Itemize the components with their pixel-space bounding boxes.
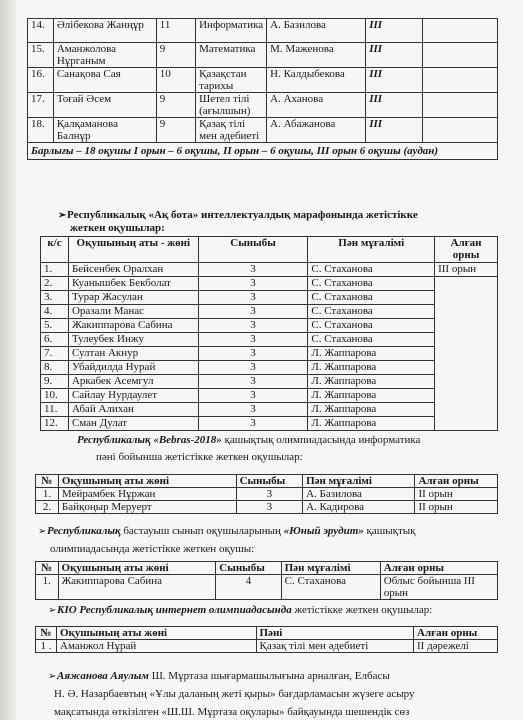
student-name: Аркабек Асемгул (68, 375, 198, 389)
col-subj: Пәні (256, 627, 414, 640)
place: III орын (435, 263, 498, 277)
row-number: 1. (41, 263, 69, 277)
section4-heading-cont: олимпиадасында жетістікке жеткен оқушы: (50, 543, 255, 555)
teacher: Л. Жаппарова (308, 417, 435, 431)
student-name: Тоғай Әсем (53, 93, 156, 118)
total-row (28, 143, 498, 160)
place: III (366, 68, 423, 93)
row-number: 7. (41, 347, 69, 361)
row-number: 11. (41, 403, 69, 417)
student-name: Оразали Манас (68, 305, 198, 319)
subject: Информатика (196, 19, 267, 43)
section5-heading: ➢КІО Республикалық интернет олимпиадасында жетістікке жеткен оқушылар: (48, 604, 433, 616)
grade: 11 (156, 19, 195, 43)
place-merged (435, 277, 498, 431)
teacher: А. Аханова (267, 93, 366, 118)
place: III (366, 93, 423, 118)
place: II орын (415, 501, 498, 514)
subject: Математика (196, 43, 267, 68)
col-grade: Сыныбы (198, 237, 308, 263)
grade: 3 (198, 277, 308, 291)
place: II орын (415, 488, 498, 501)
row-number: 1. (36, 488, 59, 501)
table-row (28, 68, 498, 93)
subject: Шетел тілі (ағылшын) (196, 93, 267, 118)
grade: 10 (156, 68, 195, 93)
teacher: А. Кадирова (303, 501, 415, 514)
row-number: 17. (28, 93, 54, 118)
section6-line2: Н. Ә. Назарбаевтың «Ұлы даланың жеті қыры» бағдарламасын жүзеге асыру (54, 688, 415, 700)
winners-table-top (27, 18, 498, 160)
teacher: С. Стаханова (308, 291, 435, 305)
grade: 9 (156, 43, 195, 68)
ak-bota-table (40, 236, 498, 431)
place: III (366, 19, 423, 43)
table-row (36, 488, 498, 501)
arrow-bullet-icon: ➢ (48, 671, 57, 682)
student-name: Абай Алихан (68, 403, 198, 417)
scan-edge (0, 0, 16, 720)
col-place: Алған орны (380, 562, 497, 575)
table-row (41, 417, 498, 431)
col-num: № (36, 475, 59, 488)
grade: 3 (198, 305, 308, 319)
teacher: А. Базилова (303, 488, 415, 501)
row-number: 6. (41, 333, 69, 347)
grade: 3 (198, 263, 308, 277)
col-teacher: Пән мұғалімі (308, 237, 435, 263)
grade: 3 (198, 403, 308, 417)
bebras-table (35, 474, 498, 514)
table-row (28, 19, 498, 43)
grade: 3 (198, 389, 308, 403)
student-name: Тулеубек Инжу (68, 333, 198, 347)
teacher: С. Стаханова (308, 263, 435, 277)
row-number: 8. (41, 361, 69, 375)
teacher: М. Маженова (267, 43, 366, 68)
col-teacher: Пән мұғалімі (281, 562, 380, 575)
table-row (28, 93, 498, 118)
student-name: Сман Дулат (68, 417, 198, 431)
empty-cell (423, 43, 498, 68)
table-row (41, 263, 498, 277)
grade: 3 (198, 319, 308, 333)
table-row: 1 . Аманжол Нұрай Қазақ тілі мен әдебиеті II дәрежелі (36, 640, 498, 653)
teacher: Л. Жаппарова (308, 389, 435, 403)
student-name: Султан Акнур (68, 347, 198, 361)
table-row (28, 118, 498, 143)
student-name: Жакиппарова Сабина (68, 319, 198, 333)
table-row (41, 389, 498, 403)
subject: Қазақстан тарихы (196, 68, 267, 93)
grade: 3 (198, 375, 308, 389)
grade: 3 (198, 417, 308, 431)
empty-cell (423, 68, 498, 93)
grade: 3 (236, 488, 302, 501)
table-row (41, 347, 498, 361)
grade: 9 (156, 93, 195, 118)
student-name: Қалқаманова Балнұр (53, 118, 156, 143)
section6-line3: мақсатында өткізілген «Ш.Ш. Мұртаза оқулары» байқауында шешендік сөз (54, 706, 410, 718)
teacher: Л. Жаппарова (308, 361, 435, 375)
row-number: 18. (28, 118, 54, 143)
arrow-bullet-icon: ➢ (58, 210, 67, 221)
row-number: 4. (41, 305, 69, 319)
row-number: 3. (41, 291, 69, 305)
teacher: А. Базилова (267, 19, 366, 43)
row-number: 12. (41, 417, 69, 431)
row-number: 14. (28, 19, 54, 43)
row-number: 9. (41, 375, 69, 389)
col-num: № (36, 562, 59, 575)
teacher: Л. Жаппарова (308, 375, 435, 389)
grade: 3 (198, 333, 308, 347)
teacher: А. Абажанова (267, 118, 366, 143)
table-row (41, 319, 498, 333)
col-place: Алған орны (435, 237, 498, 263)
col-name: Оқушының аты жөні (58, 562, 216, 575)
student-name: Бейсенбек Оралхан (68, 263, 198, 277)
teacher: Л. Жаппарова (308, 347, 435, 361)
grade: 3 (198, 361, 308, 375)
student-name: Аманжолова Нұрганым (53, 43, 156, 68)
place: III (366, 118, 423, 143)
col-name: Оқушының аты жөні (57, 627, 257, 640)
student-name: Куанышбек Бекболат (68, 277, 198, 291)
section6-line1: ➢Аяжанова Аяулым Ш. Мұртаза шығармашылығына арналған, Елбасы (48, 670, 390, 682)
table-row (41, 277, 498, 291)
student-name: Сайлау Нурдаулет (68, 389, 198, 403)
student-name: Байқоңыр Меруерт (58, 501, 236, 514)
row-number: 15. (28, 43, 54, 68)
teacher: С. Стаханова (308, 319, 435, 333)
col-name: Оқушының аты жөні (58, 475, 236, 488)
col-grade: Сыныбы (216, 562, 281, 575)
empty-cell (423, 93, 498, 118)
student-name: Турар Жасулан (68, 291, 198, 305)
section2-heading: ➢Республикалық «Ақ бота» интеллектуалдық марафонында жетістікке (58, 209, 418, 221)
col-grade: Сыныбы (236, 475, 302, 488)
table-row (36, 501, 498, 514)
table-row (41, 291, 498, 305)
row-number: 10. (41, 389, 69, 403)
teacher: С. Стаханова (308, 333, 435, 347)
place: III (366, 43, 423, 68)
col-teacher: Пән мұғалімі (303, 475, 415, 488)
table-row (41, 403, 498, 417)
grade: 9 (156, 118, 195, 143)
table-row (41, 375, 498, 389)
row-number: 2. (36, 501, 59, 514)
total-summary: Барлығы – 18 оқушы I орын – 6 оқушы, II орын – 6 оқушы, III орын 6 оқушы (аудан) (28, 143, 498, 160)
teacher: С. Стаханова (308, 305, 435, 319)
col-name: Оқушының аты - жөні (68, 237, 198, 263)
table-row (41, 361, 498, 375)
section2-heading-cont: жеткен оқушылар: (70, 222, 165, 234)
table-row: 1. Жакиппарова Сабина 4 С. Стаханова Облыс бойынша III орын (36, 575, 498, 600)
teacher: Н. Калдыбекова (267, 68, 366, 93)
section3-heading-cont: пәні бойынша жетістікке жеткен оқушылар: (96, 451, 303, 463)
empty-cell (423, 19, 498, 43)
col-place: Алған орны (414, 627, 498, 640)
teacher: С. Стаханова (308, 277, 435, 291)
grade: 3 (198, 347, 308, 361)
teacher: Л. Жаппарова (308, 403, 435, 417)
grade: 3 (198, 291, 308, 305)
row-number: 2. (41, 277, 69, 291)
grade: 3 (236, 501, 302, 514)
empty-cell (423, 118, 498, 143)
table-row (28, 43, 498, 68)
kio-table (35, 626, 498, 653)
student-name: Убайдилда Нурай (68, 361, 198, 375)
student-name: Санақова Сая (53, 68, 156, 93)
section3-heading: Республикалық «Bebras-2018» қашықтық олимпиадасында информатика (77, 434, 421, 446)
subject: Қазақ тілі мен әдебиеті (196, 118, 267, 143)
col-num: к/с (41, 237, 69, 263)
erudit-table (35, 561, 498, 600)
student-name: Әлібекова Жанңұр (53, 19, 156, 43)
table-row (41, 333, 498, 347)
col-num: № (36, 627, 57, 640)
row-number: 5. (41, 319, 69, 333)
section4-heading: ➢Республикалық бастауыш сынып оқушыларының «Юный эрудит» қашықтық (38, 525, 416, 537)
arrow-bullet-icon: ➢ (38, 526, 47, 537)
col-place: Алған орны (415, 475, 498, 488)
arrow-bullet-icon: ➢ (48, 605, 57, 616)
table-row (41, 305, 498, 319)
student-name: Мейрамбек Нұржан (58, 488, 236, 501)
row-number: 16. (28, 68, 54, 93)
